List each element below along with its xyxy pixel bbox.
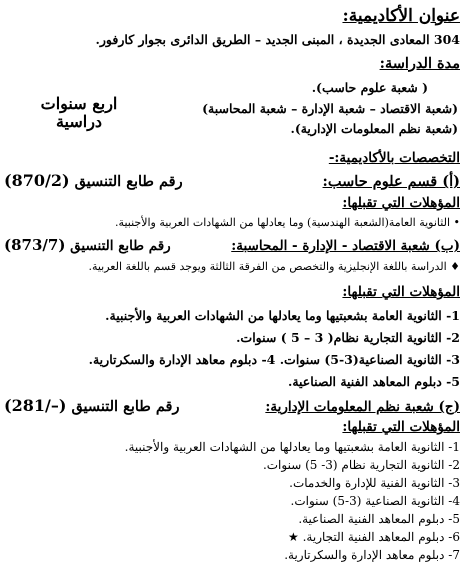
- coordination-number: (873/7): [4, 236, 66, 254]
- section-a-title: (أ) قسم علوم حاسب:: [322, 173, 460, 190]
- qualification-item: 6- دبلوم المعاهد الفنية التجارية. ★: [288, 530, 460, 544]
- coordination-label: رقم طابع التنسيق: [74, 173, 183, 190]
- coordination-number: (870/2): [4, 171, 70, 190]
- qualification-item: 3- الثانوية الصناعية(3-5) سنوات. 4- دبلوم معاهد الإدارة والسكرتارية.: [88, 352, 460, 367]
- section-b-note: ♦ الدراسة باللغة الإنجليزية والتخصص من الفرقة الثالثة ويوجد قسم باللغة العربية.: [88, 260, 460, 273]
- qualifications-heading-b: المؤهلات التي تقبلها:: [342, 284, 460, 300]
- duration-value: اربع سنوات دراسية: [40, 94, 118, 131]
- address-heading: عنوان الأكاديمية:: [342, 6, 460, 26]
- section-b-row: [4, 238, 460, 254]
- section-a-row: [4, 173, 460, 190]
- qualification-item: 2- الثانوية التجارية نظام (3- 5) سنوات.: [262, 458, 460, 472]
- qualification-item: 7- دبلوم معاهد الإدارة والسكرتارية.: [284, 548, 460, 562]
- coordination-label: رقم طابع التنسيق: [70, 238, 171, 254]
- section-b-title: (ب) شعبة الاقتصاد - الإدارة - المحاسبة:: [231, 238, 460, 254]
- coordination-label: رقم طابع التنسيق: [71, 398, 180, 415]
- section-a-coordination: [4, 173, 183, 190]
- section-c-coordination: [4, 398, 179, 415]
- qualification-item: 1- الثانوية العامة بشعبتيها وما يعادلها من الشهادات العربية والأجنبية.: [124, 440, 460, 454]
- qualification-item: 5- دبلوم المعاهد الفنية الصناعية.: [287, 374, 460, 389]
- duration-line: ( شعبة علوم حاسب).: [311, 80, 428, 95]
- qualification-item: 1- الثانوية العامة بشعبتيها وما يعادلها من الشهادات العربية والأجنبية.: [105, 308, 460, 323]
- specializations-heading: التخصصات بالأكاديمية:-: [328, 150, 460, 166]
- section-c-title: (ج) شعبة نظم المعلومات الإدارية:: [265, 399, 460, 415]
- qualification-item: 5- دبلوم المعاهد الفنية الصناعية.: [298, 512, 460, 526]
- qualification-item: 4- الثانوية الصناعية (3-5) سنوات.: [290, 494, 460, 508]
- address-text: 304 المعادى الجديدة ، المبنى الجديد – الطريق الدائرى بجوار كارفور.: [95, 32, 460, 47]
- section-b-coordination: [4, 238, 171, 254]
- coordination-number: (281/–): [4, 396, 67, 415]
- duration-heading: مدة الدراسة:: [379, 55, 460, 72]
- qualification-item: 3- الثانوية الفنية للإدارة والخدمات.: [289, 476, 460, 490]
- qualification-item: • الثانوية العامة(الشعبة الهندسية) وما يعادلها من الشهادات العربية والأجنبية.: [115, 216, 460, 229]
- duration-line: (شعبة الاقتصاد – شعبة الإدارة – شعبة المحاسبة): [202, 100, 458, 116]
- duration-line: (شعبة نظم المعلومات الإدارية).: [290, 121, 458, 136]
- section-c-row: [4, 398, 460, 415]
- qualification-item: 2- الثانوية التجارية نظام( 3 – 5 ) سنوات.: [236, 330, 460, 345]
- qualifications-heading-a: المؤهلات التي تقبلها:: [342, 195, 460, 211]
- qualifications-heading-c: المؤهلات التي تقبلها:: [342, 419, 460, 435]
- duration-details: [150, 82, 458, 136]
